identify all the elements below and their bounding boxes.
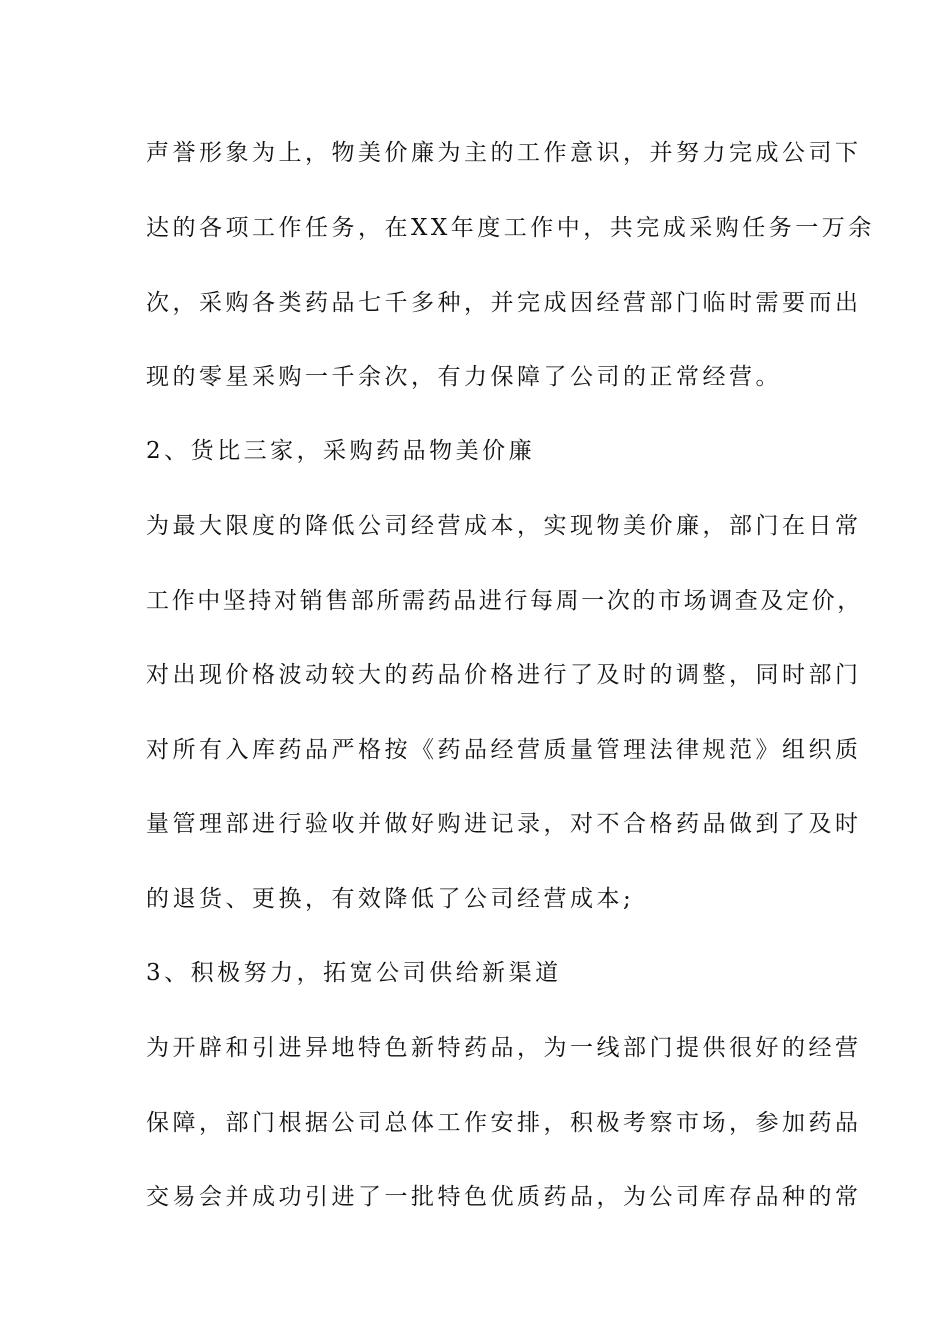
body-text-line: 达的各项工作任务，在XX年度工作中，共完成采购任务一万余 [146, 215, 875, 241]
body-text-line: 对所有入库药品严格按《药品经营质量管理法律规范》组织质 [146, 737, 862, 763]
body-text-line: 声誉形象为上，物美价廉为主的工作意识，并努力完成公司下 [146, 140, 862, 166]
body-text-line: 量管理部进行验收并做好购进记录，对不合格药品做到了及时 [146, 811, 862, 837]
body-text-line: 现的零星采购一千余次，有力保障了公司的正常经营。 [146, 364, 782, 390]
body-text-line: 交易会并成功引进了一批特色优质药品，为公司库存品种的常 [146, 1184, 862, 1210]
body-text-line: 保障，部门根据公司总体工作安排，积极考察市场，参加药品 [146, 1110, 862, 1136]
body-text-line: 为开辟和引进异地特色新特药品，为一线部门提供很好的经营 [146, 1035, 862, 1061]
body-text-line: 为最大限度的降低公司经营成本，实现物美价廉，部门在日常 [146, 513, 862, 539]
body-text-line: 工作中坚持对销售部所需药品进行每周一次的市场调查及定价， [146, 588, 863, 614]
body-text-line: 的退货、更换，有效降低了公司经营成本; [146, 886, 635, 912]
body-text-line: 对出现价格波动较大的药品价格进行了及时的调整，同时部门 [146, 662, 862, 688]
body-text-line: 次，采购各类药品七千多种，并完成因经营部门临时需要而出 [146, 290, 862, 316]
section-heading: 2、货比三家，采购药品物美价廉 [146, 438, 536, 464]
section-heading: 3、积极努力，拓宽公司供给新渠道 [146, 960, 562, 986]
